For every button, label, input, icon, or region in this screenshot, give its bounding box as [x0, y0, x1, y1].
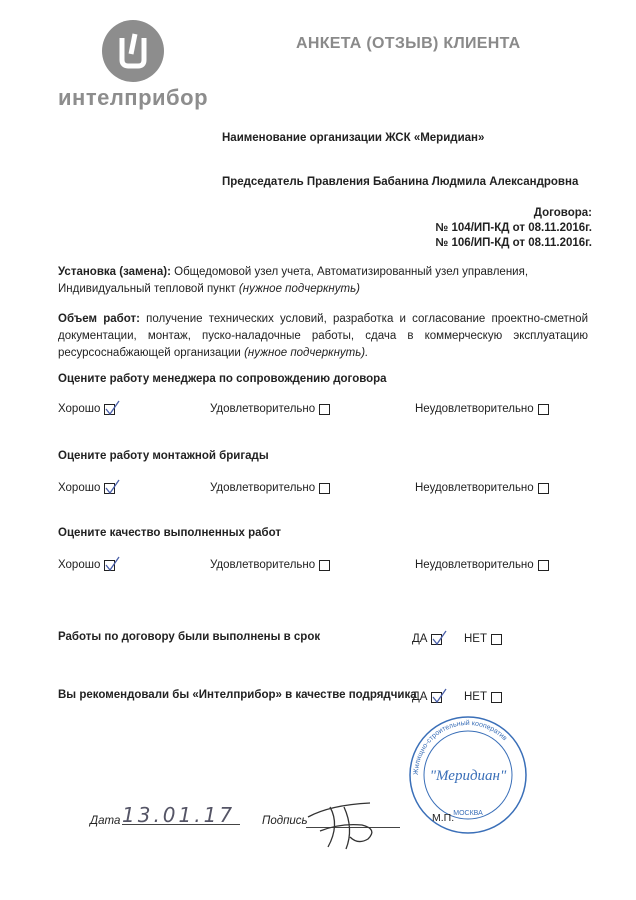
rating-question-brigade: Оцените работу монтажной бригады — [58, 450, 269, 462]
works-note: (нужное подчеркнуть). — [244, 347, 369, 359]
option-label: Удовлетворительно — [210, 559, 316, 571]
rating-question-manager: Оцените работу менеджера по сопровождению договора — [58, 373, 387, 385]
rating-option-unsatisfactory[interactable] — [415, 482, 549, 494]
option-label: Хорошо — [58, 403, 101, 415]
checkbox[interactable] — [319, 404, 330, 415]
rating-option-unsatisfactory[interactable] — [415, 559, 549, 571]
page-title: АНКЕТА (ОТЗЫВ) КЛИЕНТА — [296, 35, 521, 52]
option-label: Удовлетворительно — [210, 482, 316, 494]
contracts-label: Договора: — [533, 207, 592, 219]
chairman-value: Бабанина Людмила Александровна — [373, 176, 579, 188]
checkbox[interactable] — [319, 560, 330, 571]
date-label: Дата — [90, 815, 121, 827]
checkbox[interactable] — [491, 692, 502, 703]
signature-label: Подпись — [262, 815, 308, 827]
answer-yes[interactable] — [412, 691, 442, 703]
chairman-label: Председатель Правления — [222, 176, 370, 188]
checkbox[interactable] — [538, 560, 549, 571]
stamp-center-text: "Меридиан" — [429, 768, 507, 784]
organization-value: ЖСК «Меридиан» — [385, 132, 485, 144]
option-label: Хорошо — [58, 482, 101, 494]
checkbox[interactable] — [319, 483, 330, 494]
works-text: получение технических условий, разработка и согласование проектно-сметной документации, монтаж, пуско-наладочные работы, сдача в коммерческую эксплуатацию ресурсоснабжающей организации — [58, 313, 588, 359]
option-label: ДА — [412, 633, 428, 645]
stamp-ring-text: Жилищно-строительный кооператив — [412, 719, 509, 776]
contracts-block — [436, 206, 593, 251]
answer-no[interactable] — [464, 691, 502, 703]
rating-question-quality: Оцените качество выполненных работ — [58, 527, 282, 539]
checkbox[interactable] — [104, 404, 115, 415]
checkbox[interactable] — [538, 404, 549, 415]
option-label: Хорошо — [58, 559, 101, 571]
check-mark-icon — [431, 688, 447, 704]
works-label: Объем работ: — [58, 313, 140, 325]
checkbox[interactable] — [538, 483, 549, 494]
checkbox[interactable] — [104, 483, 115, 494]
check-mark-icon — [104, 400, 120, 416]
check-mark-icon — [431, 630, 447, 646]
question-on-time: Работы по договору были выполнены в срок — [58, 631, 321, 643]
contract-item: № 104/ИП-КД от 08.11.2016г. — [435, 222, 592, 234]
contract-item: № 106/ИП-КД от 08.11.2016г. — [435, 237, 592, 249]
option-label: Неудовлетворительно — [415, 559, 534, 571]
question-recommend: Вы рекомендовали бы «Интелприбор» в качестве подрядчика — [58, 689, 417, 701]
works-paragraph — [58, 311, 588, 362]
answer-no[interactable] — [464, 633, 502, 645]
rating-option-satisfactory[interactable] — [210, 559, 330, 571]
option-label: ДА — [412, 691, 428, 703]
check-mark-icon — [104, 556, 120, 572]
checkbox[interactable] — [431, 634, 442, 645]
installation-note: (нужное подчеркнуть) — [238, 283, 360, 295]
rating-option-satisfactory[interactable] — [210, 482, 330, 494]
option-label: Неудовлетворительно — [415, 482, 534, 494]
installation-label: Установка (замена): — [58, 266, 171, 278]
logo-icon — [102, 20, 164, 82]
rating-option-good[interactable] — [58, 559, 115, 571]
organization-line — [222, 132, 484, 144]
option-label: НЕТ — [464, 633, 487, 645]
rating-option-unsatisfactory[interactable] — [415, 403, 549, 415]
logo-text: интелприбор — [58, 85, 209, 110]
seal-place-label: М.П. — [432, 812, 455, 824]
handwritten-signature — [300, 795, 390, 854]
option-label: Удовлетворительно — [210, 403, 316, 415]
stamp-city-text: МОСКВА — [453, 810, 483, 817]
option-label: Неудовлетворительно — [415, 403, 534, 415]
rating-option-good[interactable] — [58, 482, 115, 494]
stamp-seal — [406, 713, 530, 840]
checkbox[interactable] — [431, 692, 442, 703]
answer-yes[interactable] — [412, 633, 442, 645]
chairman-line — [222, 176, 578, 188]
organization-label: Наименование организации — [222, 132, 382, 144]
date-field[interactable]: 13.01.17 — [122, 803, 240, 825]
installation-text: Общедомовой узел учета, Автоматизированный узел управления, Индивидуальный тепловой пункт — [58, 266, 529, 295]
option-label: НЕТ — [464, 691, 487, 703]
check-mark-icon — [104, 479, 120, 495]
rating-option-satisfactory[interactable] — [210, 403, 330, 415]
checkbox[interactable] — [491, 634, 502, 645]
rating-option-good[interactable] — [58, 403, 115, 415]
installation-paragraph — [58, 264, 588, 298]
checkbox[interactable] — [104, 560, 115, 571]
